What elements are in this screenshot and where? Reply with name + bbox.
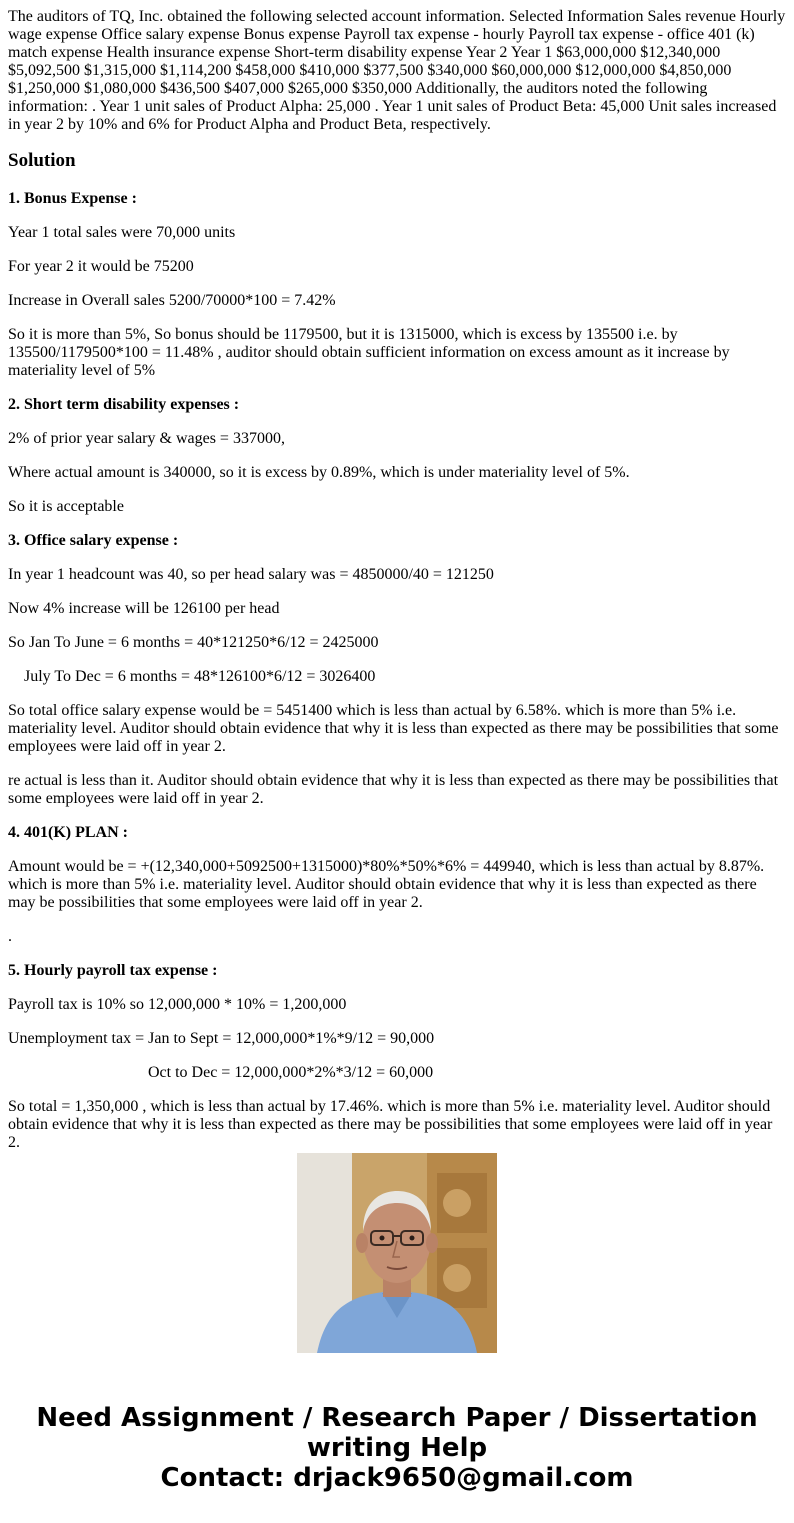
cta-contact-email[interactable]: Contact: drjack9650@gmail.com <box>160 1463 634 1493</box>
disability-line: So it is acceptable <box>8 498 124 515</box>
portrait-illustration <box>297 1153 497 1353</box>
door-ornament <box>443 1189 471 1217</box>
disability-line: Where actual amount is 340000, so it is excess by 0.89%, which is under materiality level of 5%. <box>8 464 630 481</box>
bonus-line: So it is more than 5%, So bonus should be 1179500, but it is 1315000, which is excess by 135500 i.e. by 135500/1179500*100 = 11.48% , auditor should obtain sufficient information on excess amount as it increase by materiality level of 5% <box>8 326 730 379</box>
eye <box>380 1236 385 1241</box>
bonus-line: Year 1 total sales were 70,000 units <box>8 224 236 241</box>
office-line: In year 1 headcount was 40, so per head salary was = 4850000/40 = 121250 <box>8 566 494 583</box>
section-title-disability: 2. Short term disability expenses : <box>8 396 240 413</box>
office-line: Now 4% increase will be 126100 per head <box>8 600 280 617</box>
door-ornament <box>443 1264 471 1292</box>
office-line: So Jan To June = 6 months = 40*121250*6/12 = 2425000 <box>8 634 379 651</box>
section-title-office: 3. Office salary expense : <box>8 532 179 549</box>
question-text: The auditors of TQ, Inc. obtained the following selected account information. Selected Information Sales revenue Hourly wage expense Office salary expense Bonus expense Payroll tax expense - hourly Payroll tax expense - office 401 (k) match expense Health insurance expense Short-term disability expense Year 2 Year 1 $63,000,000 $12,340,000 $5,092,500 $1,315,000 $1,114,200 $458,000 $410,000 $377,500 $340,000 $60,000,000 $12,000,000 $4,850,000 $1,250,000 $1,080,000 $436,500 $407,000 $265,000 $350,000 Additionally, the auditors noted the following information: . Year 1 unit sales of Product Alpha: 25,000 . Year 1 unit sales of Product Beta: 45,000 Unit sales increased in year 2 by 10% and 6% for Product Alpha and Product Beta, respectively. <box>8 8 786 133</box>
payroll-line: Oct to Dec = 12,000,000*2%*3/12 = 60,000 <box>148 1064 434 1081</box>
payroll-line: So total = 1,350,000 , which is less than actual by 17.46%. which is more than 5% i.e. materiality level. Auditor should obtain evidence that why it is less than expected as there may be possibilities that some employees were laid off in year 2. <box>8 1098 773 1151</box>
disability-line: 2% of prior year salary & wages = 337000, <box>8 430 285 447</box>
bonus-line: Increase in Overall sales 5200/70000*100 = 7.42% <box>8 292 336 309</box>
payroll-line: Payroll tax is 10% so 12,000,000 * 10% = 1,200,000 <box>8 996 347 1013</box>
eye <box>410 1236 415 1241</box>
office-line: July To Dec = 6 months = 48*126100*6/12 = 3026400 <box>24 668 376 685</box>
cta-line-2: writing Help <box>306 1433 488 1463</box>
plan401k-line: Amount would be = +(12,340,000+5092500+1315000)*80%*50%*6% = 449940, which is less than actual by 8.87%. which is more than 5% i.e. materiality level. Auditor should obtain evidence that why it is less than expected as there may be possibilities that some employees were laid off in year 2. <box>8 858 765 911</box>
solution-heading: Solution <box>8 150 76 171</box>
contact-banner <box>0 1403 794 1493</box>
bonus-line: For year 2 it would be 75200 <box>8 258 194 275</box>
section-title-payroll: 5. Hourly payroll tax expense : <box>8 962 218 979</box>
section-title-401k: 4. 401(K) PLAN : <box>8 824 128 841</box>
plan401k-line: . <box>8 928 12 945</box>
office-line: re actual is less than it. Auditor should obtain evidence that why it is less than expected as there may be possibilities that some employees were laid off in year 2. <box>8 772 779 807</box>
author-avatar <box>297 1153 497 1353</box>
ear <box>356 1233 368 1253</box>
office-line: So total office salary expense would be = 5451400 which is less than actual by 6.58%. which is more than 5% i.e. materiality level. Auditor should obtain evidence that why it is less than expected as there may be possibilities that some employees were laid off in year 2. <box>8 702 779 755</box>
cta-line-1: Need Assignment / Research Paper / Dissertation <box>36 1403 758 1433</box>
solution-document <box>8 8 786 1151</box>
payroll-line: Unemployment tax = Jan to Sept = 12,000,000*1%*9/12 = 90,000 <box>8 1030 435 1047</box>
section-title-bonus: 1. Bonus Expense : <box>8 190 137 207</box>
ear <box>426 1233 438 1253</box>
